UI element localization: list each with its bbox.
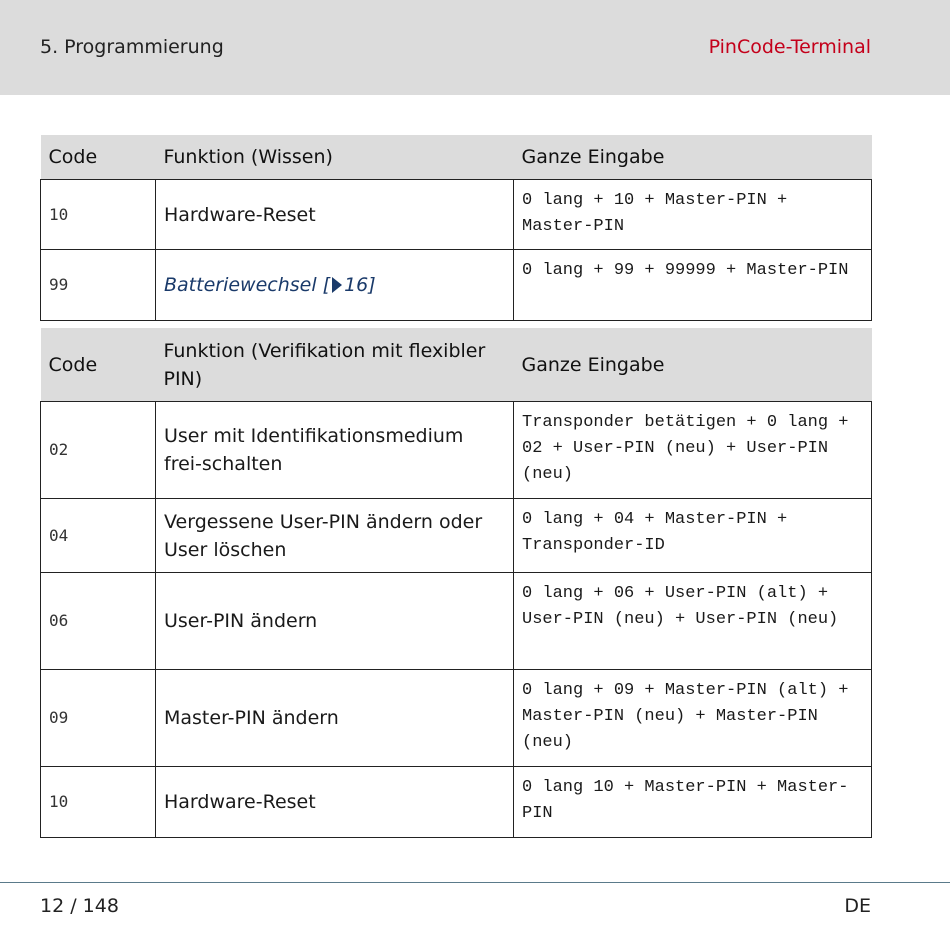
language-code: DE <box>844 895 871 917</box>
section-title: 5. Programmierung <box>40 36 224 58</box>
table-row <box>41 573 872 670</box>
table-row <box>41 250 872 321</box>
table-row <box>41 767 872 838</box>
function-cell: Hardware-Reset <box>156 767 514 838</box>
column-header-input: Ganze Eingabe <box>514 135 872 180</box>
column-header-function: Funktion (Verifikation mit flexibler PIN) <box>156 328 514 402</box>
column-header-code: Code <box>41 328 156 402</box>
input-cell: 0 lang 10 + Master-PIN + Master-PIN <box>514 767 872 838</box>
table-row <box>41 180 872 250</box>
function-cell: Hardware-Reset <box>156 180 514 250</box>
function-cell: Vergessene User-PIN ändern oder User löschen <box>156 499 514 573</box>
input-cell: 0 lang + 10 + Master-PIN + Master-PIN <box>514 180 872 250</box>
column-header-function: Funktion (Wissen) <box>156 135 514 180</box>
function-cell: Master-PIN ändern <box>156 670 514 767</box>
code-cell: 06 <box>41 573 156 670</box>
table-verifikation <box>40 328 872 838</box>
table-header-row <box>41 135 872 180</box>
input-cell: Transponder betätigen + 0 lang + 02 + User-PIN (neu) + User-PIN (neu) <box>514 402 872 499</box>
table-row <box>41 670 872 767</box>
page-header <box>0 0 950 95</box>
column-header-input: Ganze Eingabe <box>514 328 872 402</box>
code-cell: 99 <box>41 250 156 321</box>
link-page-ref: 16] <box>344 274 376 296</box>
table-header-row <box>41 328 872 402</box>
table-wissen <box>40 135 872 321</box>
column-header-code: Code <box>41 135 156 180</box>
code-cell: 04 <box>41 499 156 573</box>
link-label: Batteriewechsel [ <box>164 274 331 296</box>
code-cell: 09 <box>41 670 156 767</box>
function-cell: User mit Identifikationsmedium frei-schalten <box>156 402 514 499</box>
product-name: PinCode-Terminal <box>708 36 871 58</box>
table-row <box>41 499 872 573</box>
input-cell: 0 lang + 04 + Master-PIN + Transponder-ID <box>514 499 872 573</box>
code-cell: 10 <box>41 180 156 250</box>
battery-change-link[interactable] <box>164 274 376 296</box>
input-cell: 0 lang + 06 + User-PIN (alt) + User-PIN (neu) + User-PIN (neu) <box>514 573 872 670</box>
function-cell <box>156 250 514 321</box>
page-number: 12 / 148 <box>40 895 119 917</box>
code-cell: 02 <box>41 402 156 499</box>
table-row <box>41 402 872 499</box>
input-cell: 0 lang + 09 + Master-PIN (alt) + Master-PIN (neu) + Master-PIN (neu) <box>514 670 872 767</box>
function-cell: User-PIN ändern <box>156 573 514 670</box>
input-cell: 0 lang + 99 + 99999 + Master-PIN <box>514 250 872 321</box>
footer-divider <box>0 882 950 883</box>
code-cell: 10 <box>41 767 156 838</box>
page-reference-triangle-icon <box>332 277 342 293</box>
